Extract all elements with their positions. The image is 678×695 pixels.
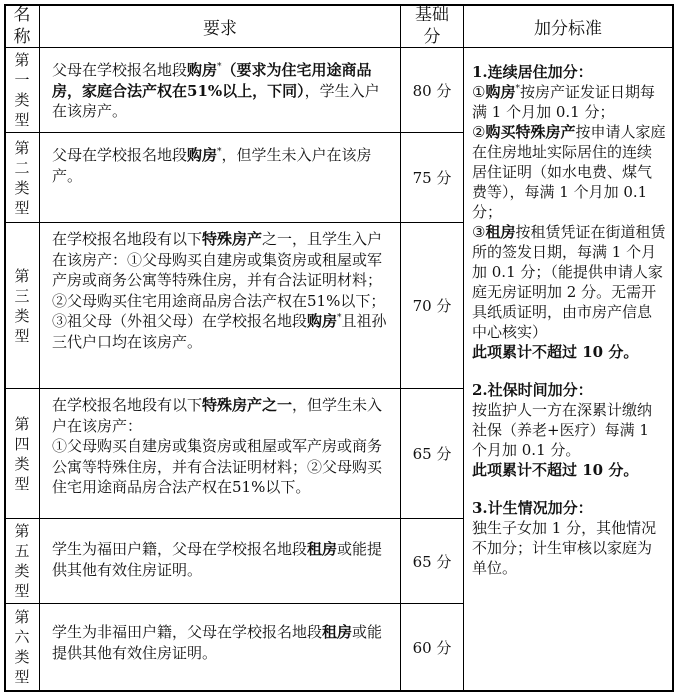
header-bonus-standard — [464, 5, 672, 47]
row-type-name — [5, 133, 39, 222]
requirement-text: 或能提供其他有效住房证明。 — [52, 623, 383, 662]
bonus-standard-cell — [464, 62, 672, 688]
requirement-text: 之一，且学生入户在该房产：①父母购买自建房或集资房或租屋或军产房或商务公寓等特殊住房，并有合法证明材料；②父母购买住宅用途商品房合法产权在51%以下；③祖父母（外祖父母）在学校报名地段 — [52, 230, 386, 330]
bold-term: 购买特殊房产 — [485, 123, 576, 141]
bullet: ③ — [472, 223, 486, 241]
bold-term: 购房 — [187, 61, 218, 79]
bold-term: 特殊房产之一 — [202, 396, 293, 414]
requirement-text: 或能提供其他有效住房证明。 — [52, 540, 383, 579]
type-name-char: 类 — [14, 306, 30, 325]
type-name-char: 类 — [14, 178, 30, 197]
type-name-char: 第 — [14, 138, 30, 157]
bold-term: 租房 — [322, 623, 353, 641]
row-requirement — [40, 133, 400, 222]
row-requirement — [40, 604, 400, 690]
bold-term: （要求为住宅用途商品房，家庭合法产权在51%以上，下同） — [52, 61, 372, 100]
row-base-score: 60 分 — [412, 638, 452, 657]
asterisk: * — [337, 313, 342, 323]
row-base-score: 80 分 — [412, 81, 452, 100]
asterisk: * — [515, 84, 520, 94]
bonus-item-1-title: 1.连续居住加分： — [472, 63, 593, 81]
asterisk: * — [217, 62, 222, 72]
bold-term: 租房 — [485, 223, 516, 241]
rule-text: 按申请人家庭在住房地址实际居住的连续居住证明（如水电费、煤气费等），每满 1 个月加 0.1 分； — [472, 123, 666, 221]
requirement-text: 父母在学校报名地段 — [52, 61, 188, 79]
header-name-char: 称 — [13, 27, 31, 47]
asterisk: * — [217, 147, 222, 157]
type-name-char: 类 — [14, 91, 30, 109]
rule-text: 按租赁凭证在街道租赁所的签发日期，每满 1 个月加 0.1 分；（能提供申请人家庭无房证明加 2 分。无需开具纸质证明，由市房产信息中心核实） — [472, 223, 666, 341]
requirement-text: 在学校报名地段有以下 — [52, 230, 203, 248]
bonus-item-2-text: 按监护人一方在深累计缴纳社保（养老+医疗）每满 1 个月加 0.1 分。 — [472, 401, 653, 459]
requirement-text: 在学校报名地段有以下 — [52, 396, 203, 414]
requirement-text: ，但学生未入户在该房产： — [52, 396, 383, 435]
row-type-name — [5, 519, 39, 603]
header-base-score-line: 分 — [423, 27, 441, 47]
type-name-char: 一 — [14, 71, 30, 89]
requirement-text: 学生为非福田户籍，父母在学校报名地段 — [52, 623, 323, 641]
type-name-char: 三 — [14, 286, 30, 305]
type-name-char: 第 — [14, 608, 30, 626]
row-type-name — [5, 223, 39, 388]
type-name-char: 第 — [14, 51, 30, 69]
bonus-item-1-rent — [472, 222, 666, 342]
header-base-score — [401, 5, 463, 47]
type-name-char: 第 — [14, 266, 30, 285]
type-name-char: 第 — [14, 414, 30, 433]
requirement-text: 学生为福田户籍，父母在学校报名地段 — [52, 540, 308, 558]
row-base-score: 65 分 — [412, 445, 452, 463]
bullet: ① — [472, 83, 486, 101]
bold-term: 特殊房产 — [202, 230, 263, 248]
header-requirement — [40, 5, 400, 47]
type-name-char: 型 — [14, 198, 30, 217]
type-name-char: 型 — [14, 111, 30, 129]
table-border-right — [672, 4, 674, 691]
type-name-char: 类 — [14, 648, 30, 666]
requirement-text: 父母在学校报名地段 — [52, 146, 188, 164]
type-name-char: 六 — [14, 628, 30, 646]
bonus-item-1-cap: 此项累计不超过 10 分。 — [472, 343, 639, 361]
header-bonus-standard-label: 加分标准 — [534, 18, 602, 39]
bullet: ② — [472, 123, 486, 141]
header-name-char: 名 — [13, 5, 31, 25]
row-requirement — [40, 223, 400, 388]
requirement-text: ，学生入户在该房产。 — [52, 81, 380, 120]
type-name-char: 五 — [14, 542, 30, 560]
type-name-char: 二 — [14, 158, 30, 177]
type-name-char: 类 — [14, 562, 30, 580]
requirement-text: ①父母购买自建房或集资房或租屋或军产房或商务公寓等特殊住房，并有合法证明材料；②父母购买住宅用途商品房合法产权在51%以下。 — [52, 437, 383, 496]
bold-term: 租房 — [307, 540, 338, 558]
row-type-name — [5, 604, 39, 690]
row-base-score: 75 分 — [412, 169, 452, 187]
bonus-item-1-special — [472, 122, 666, 222]
spacer — [472, 480, 666, 498]
header-requirement-label: 要求 — [203, 18, 237, 39]
bonus-item-3-title: 3.计生情况加分： — [472, 499, 593, 517]
bold-term: 购房 — [485, 83, 516, 101]
row-base-score: 70 分 — [412, 297, 452, 315]
bonus-item-2-cap: 此项累计不超过 10 分。 — [472, 461, 639, 479]
requirement-text: 且祖孙三代户口均在该房产。 — [52, 312, 387, 351]
type-name-char: 四 — [14, 434, 30, 453]
bonus-item-2-title: 2.社保时间加分： — [472, 381, 593, 399]
type-name-char: 型 — [14, 326, 30, 345]
row-type-name — [5, 389, 39, 518]
bold-term: 购房 — [307, 312, 338, 330]
row-requirement — [40, 389, 400, 518]
requirement-text: ，但学生未入户在该房产。 — [52, 146, 372, 185]
header-name — [5, 5, 39, 47]
rule-text: 按房产证发证日期每满 1 个月加 0.1 分； — [472, 83, 655, 121]
type-name-char: 型 — [14, 474, 30, 493]
bold-term: 购房 — [187, 146, 218, 164]
table-border-bottom — [4, 690, 674, 692]
type-name-char: 类 — [14, 454, 30, 473]
row-type-name — [5, 48, 39, 132]
header-base-score-line: 基础 — [415, 5, 449, 25]
row-requirement — [40, 48, 400, 132]
row-requirement — [40, 519, 400, 603]
type-name-char: 型 — [14, 668, 30, 686]
bonus-item-3-text: 独生子女加 1 分，其他情况不加分；计生审核以家庭为单位。 — [472, 519, 657, 577]
row-base-score: 65 分 — [412, 552, 452, 571]
spacer — [472, 362, 666, 380]
type-name-char: 第 — [14, 522, 30, 540]
type-name-char: 型 — [14, 582, 30, 600]
bonus-item-1-purchase — [472, 82, 666, 122]
